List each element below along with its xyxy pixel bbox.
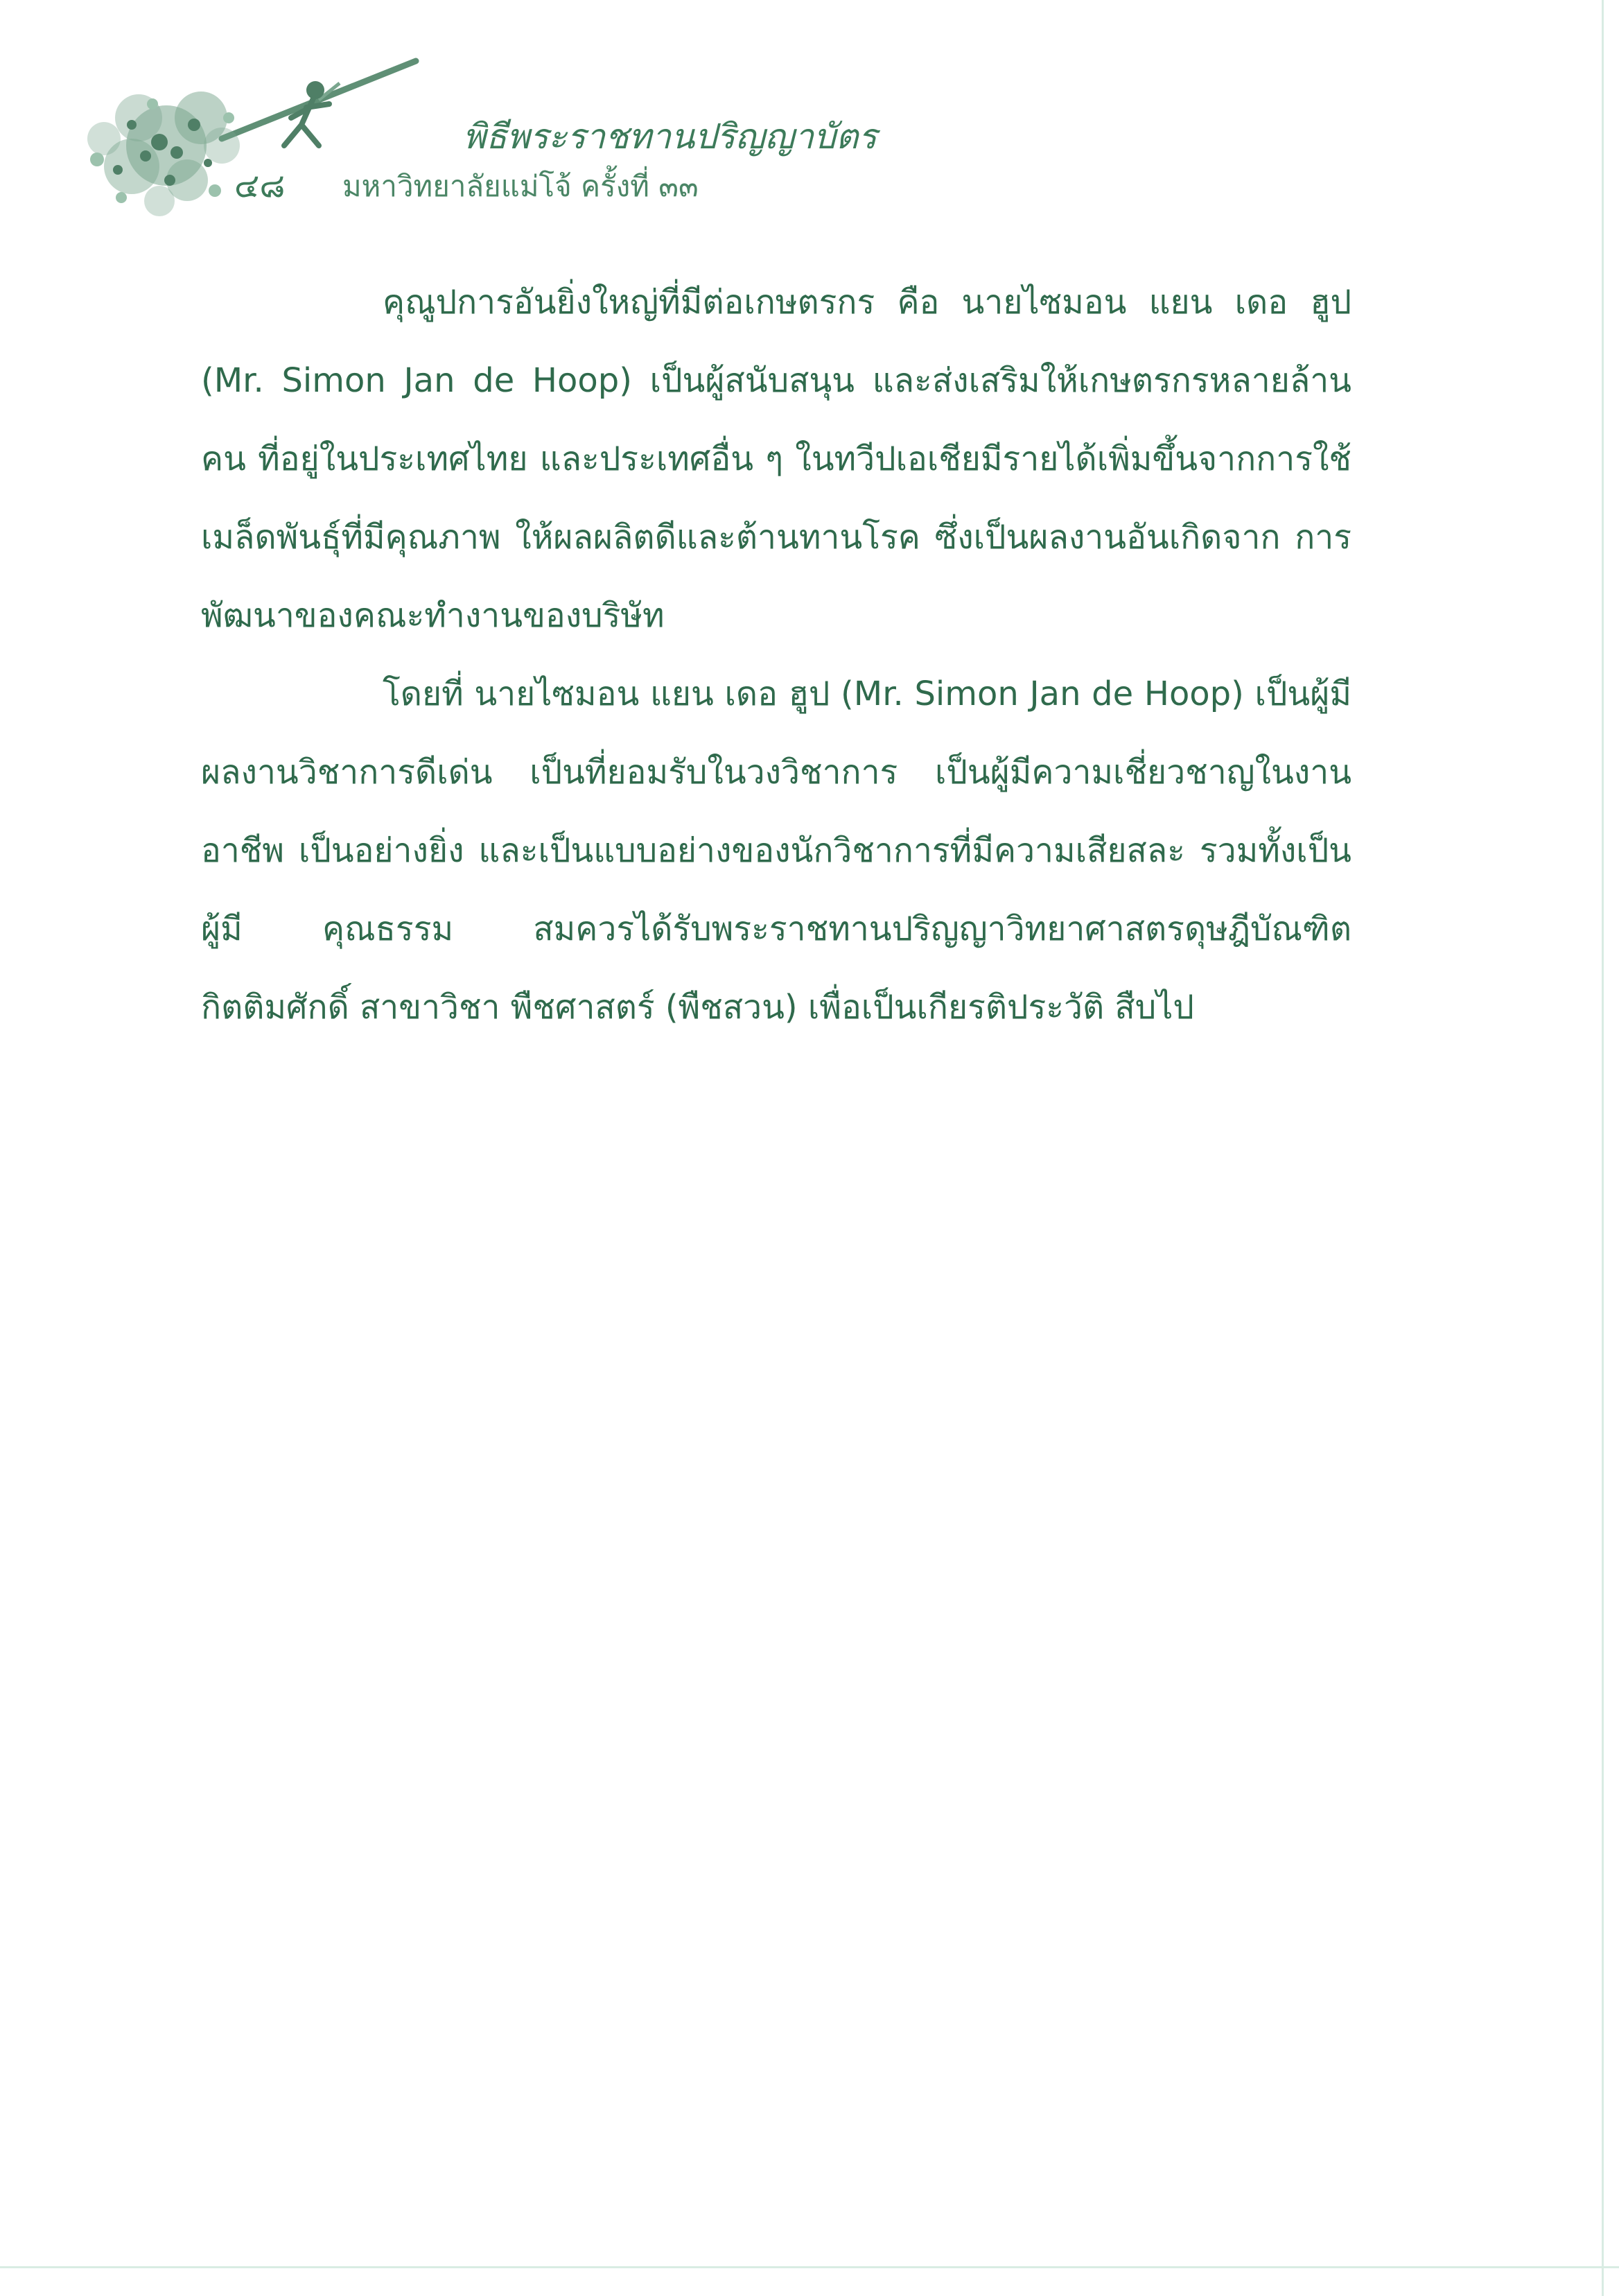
university-subtitle: มหาวิทยาลัยแม่โจ้ ครั้งที่ ๓๓ bbox=[342, 169, 699, 203]
ceremony-title: พิธีพระราชทานปริญญาบัตร bbox=[463, 116, 877, 157]
document-body bbox=[201, 263, 1351, 1047]
paragraph-contributions: คุณูปการอันยิ่งใหญ่ที่มีต่อเกษตรกร คือ นายไซมอน แยน เดอ ฮูป (Mr. Simon Jan de Hoop) เป็นผู้สนับสนุน และส่งเสริมให้เกษตรกรหลายล้านคน ที่อยู่ในประเทศไทย และประเทศอื่น ๆ ในทวีปเอเชียมีรายได้เพิ่มขึ้นจากการใช้ เมล็ดพันธุ์ที่มีคุณภาพ ให้ผลผลิตดีและต้านทานโรค ซึ่งเป็นผลงานอันเกิดจาก การพัฒนาของคณะทำงานของบริษัท bbox=[201, 283, 1351, 635]
paragraph-honorary-degree: โดยที่ นายไซมอน แยน เดอ ฮูป (Mr. Simon Jan de Hoop) เป็นผู้มี ผลงานวิชาการดีเด่น เป็นที่ยอมรับในวงวิชาการ เป็นผู้มีความเชี่ยวชาญในงานอาชีพ เป็นอย่างยิ่ง และเป็นแบบอย่างของนักวิชาการที่มีความเสียสละ รวมทั้งเป็นผู้มี คุณธรรม สมควรได้รับพระราชทานปริญญาวิทยาศาสตรดุษฎีบัณฑิตกิตติมศักดิ์ สาขาวิชา พืชศาสตร์ (พืชสวน) เพื่อเป็นเกียรติประวัติ สืบไป bbox=[201, 675, 1351, 1027]
page-edge-bottom bbox=[0, 2266, 1619, 2268]
page-number: ๔๘ bbox=[234, 166, 286, 205]
page-edge-right bbox=[1602, 0, 1604, 2296]
